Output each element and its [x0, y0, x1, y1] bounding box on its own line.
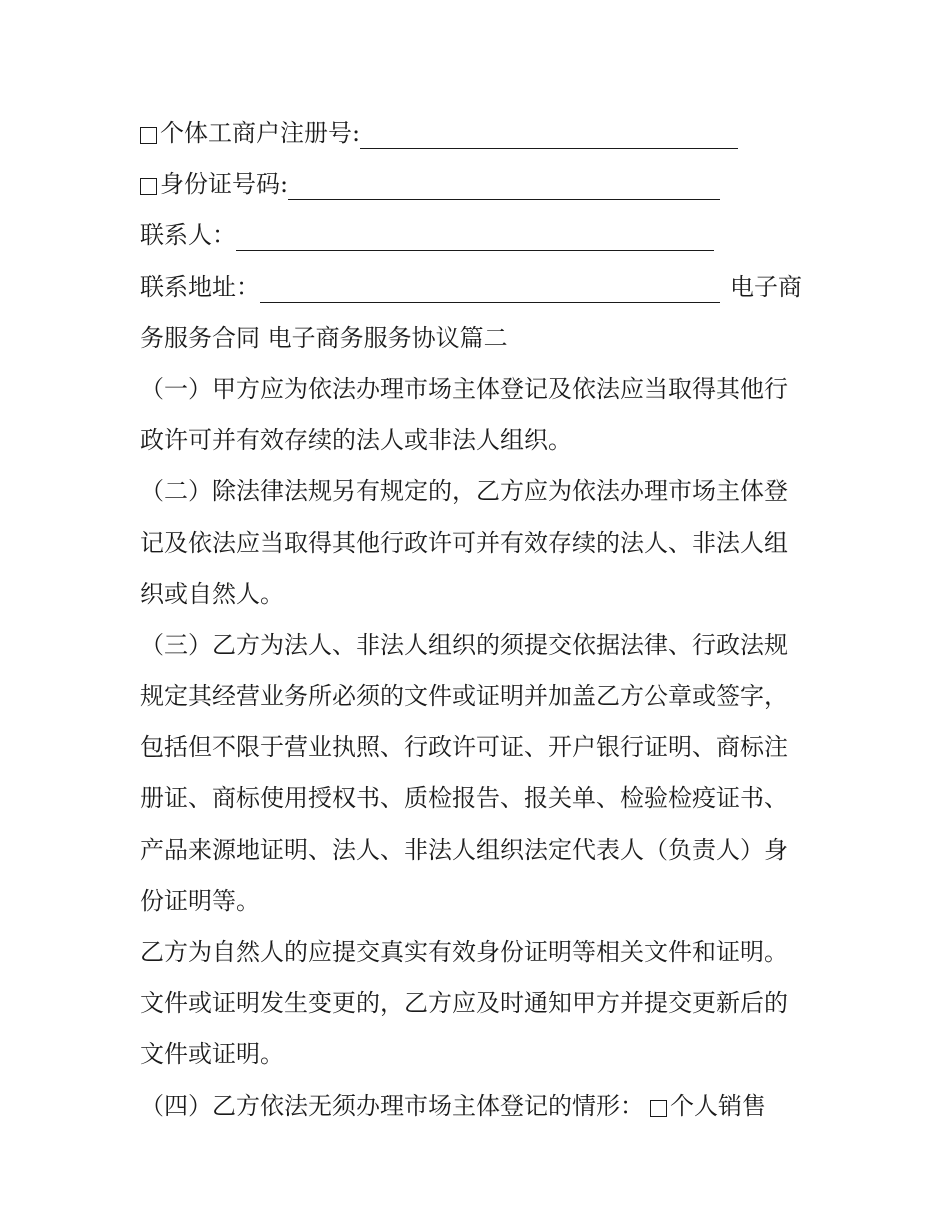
document-body: [140, 108, 820, 1132]
contact-address-row: [140, 262, 820, 313]
clause-3-line: 规定其经营业务所必须的文件或证明并加盖乙方公章或签字，: [140, 682, 788, 711]
clause-1-line: （一）甲方应为依法办理市场主体登记及依法应当取得其他行: [140, 374, 788, 403]
contact-person-row: [140, 210, 820, 261]
id-number-blank[interactable]: [288, 171, 720, 200]
clause-3-line: 份证明等。: [140, 886, 260, 915]
business-reg-blank[interactable]: [360, 120, 738, 149]
contact-address-blank[interactable]: [260, 274, 720, 303]
contact-address-tail: 电子商: [730, 272, 802, 301]
contact-address-label: 联系地址：: [140, 272, 260, 301]
id-number-label: 身份证号码:: [160, 170, 289, 199]
clause-4-row: [140, 1081, 820, 1132]
clause-3-line: 产品来源地证明、法人、非法人组织法定代表人（负责人）身: [140, 835, 788, 864]
clause-3-line: （三）乙方为法人、非法人组织的须提交依据法律、行政法规: [140, 630, 788, 659]
personal-sales-label: 个人销售: [670, 1091, 766, 1120]
clause-1-line: 政许可并有效存续的法人或非法人组织。: [140, 426, 572, 455]
clause-3-line: 册证、商标使用授权书、质检报告、报关单、检验检疫证书、: [140, 784, 788, 813]
natural-person-line: 乙方为自然人的应提交真实有效身份证明等相关文件和证明。: [140, 938, 788, 966]
business-reg-row: [140, 108, 820, 159]
id-number-row: [140, 159, 820, 210]
business-reg-label: 个体工商户注册号:: [160, 119, 361, 147]
clause-2-line: （二）除法律法规另有规定的，乙方应为依法办理市场主体登: [140, 477, 788, 506]
personal-sales-checkbox[interactable]: [650, 1100, 667, 1117]
clause-3-line: 包括但不限于营业执照、行政许可证、开户银行证明、商标注: [140, 733, 788, 762]
clause-2-line: 织或自然人。: [140, 579, 284, 608]
natural-person-line: 文件或证明发生变更的，乙方应及时通知甲方并提交更新后的: [140, 989, 788, 1018]
contact-person-label: 联系人：: [140, 221, 236, 250]
contact-person-blank[interactable]: [236, 222, 714, 251]
id-number-checkbox[interactable]: [140, 178, 157, 195]
business-reg-checkbox[interactable]: [140, 127, 157, 144]
natural-person-line: 文件或证明。: [140, 1040, 284, 1069]
clause-4-text: （四）乙方依法无须办理市场主体登记的情形：: [140, 1091, 644, 1120]
clause-2-line: 记及依法应当取得其他行政许可并有效存续的法人、非法人组: [140, 528, 788, 557]
document-heading: 务服务合同 电子商务服务协议篇二: [140, 323, 508, 352]
